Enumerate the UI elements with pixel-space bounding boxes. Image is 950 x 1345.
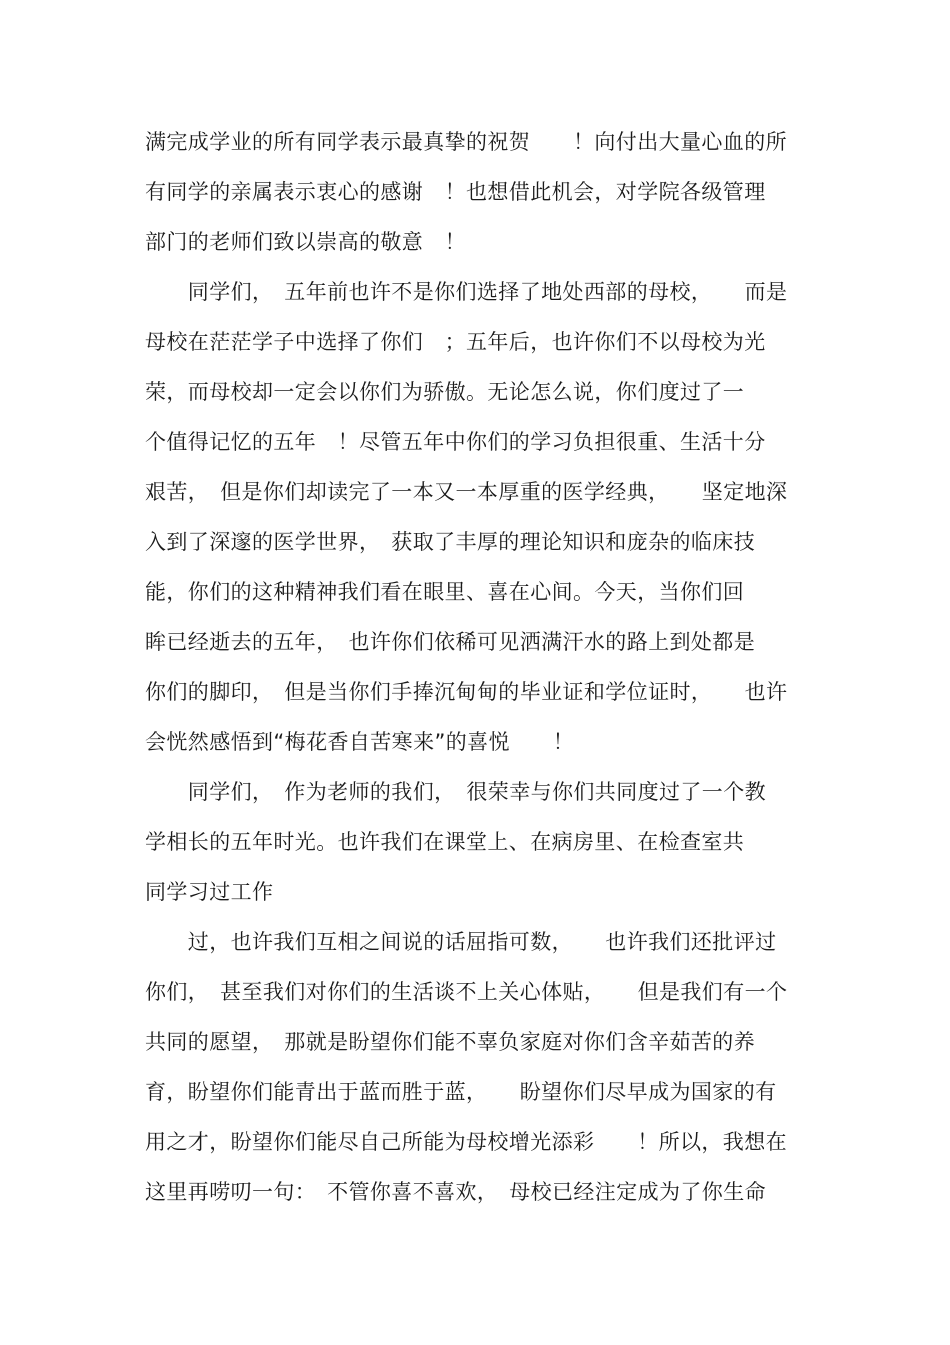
text-line: 同学习过工作 — [145, 880, 274, 904]
text-line: 有同学的亲属表示衷心的感谢 ！也想借此机会，对学院各级管理 — [145, 180, 766, 204]
text-line: 用之才，盼望你们能尽自己所能为母校增光添彩 ！所以，我想在 — [145, 1130, 787, 1154]
text-line: 会恍然感悟到“梅花香自苦寒来”的喜悦 ！ — [145, 730, 575, 754]
text-line: 育，盼望你们能青出于蓝而胜于蓝， 盼望你们尽早成为国家的有 — [145, 1080, 777, 1104]
text-line: 这里再唠叨一句： 不管你喜不喜欢， 母校已经注定成为了你生命 — [145, 1180, 766, 1204]
text-line: 过，也许我们互相之间说的话屈指可数， 也许我们还批评过 — [145, 930, 777, 954]
text-line: 母校在茫茫学子中选择了你们 ；五年后，也许你们不以母校为光 — [145, 330, 766, 354]
text-line: 个值得记忆的五年 ！尽管五年中你们的学习负担很重、生活十分 — [145, 430, 766, 454]
text-line: 你们的脚印， 但是当你们手捧沉甸甸的毕业证和学位证时， 也许 — [145, 680, 788, 704]
text-line: 艰苦， 但是你们却读完了一本又一本厚重的医学经典， 坚定地深 — [145, 480, 788, 504]
text-line: 同学们， 作为老师的我们， 很荣幸与你们共同度过了一个教 — [145, 780, 766, 804]
text-line: 眸已经逝去的五年， 也许你们依稀可见洒满汗水的路上到处都是 — [145, 630, 756, 654]
text-line: 你们， 甚至我们对你们的生活谈不上关心体贴， 但是我们有一个 — [145, 980, 788, 1004]
text-line: 满完成学业的所有同学表示最真挚的祝贺 ！向付出大量心血的所 — [145, 130, 787, 154]
text-line: 入到了深邃的医学世界， 获取了丰厚的理论知识和庞杂的临床技 — [145, 530, 756, 554]
text-line: 部门的老师们致以崇高的敬意 ！ — [145, 230, 466, 254]
text-line: 能，你们的这种精神我们看在眼里、喜在心间。今天，当你们回 — [145, 580, 745, 604]
text-line: 共同的愿望， 那就是盼望你们能不辜负家庭对你们含辛茹苦的养 — [145, 1030, 756, 1054]
text-line: 同学们， 五年前也许不是你们选择了地处西部的母校， 而是 — [145, 280, 788, 304]
text-line: 学相长的五年时光。也许我们在课堂上、在病房里、在检查室共 — [145, 830, 745, 854]
text-line: 荣，而母校却一定会以你们为骄傲。无论怎么说，你们度过了一 — [145, 380, 745, 404]
